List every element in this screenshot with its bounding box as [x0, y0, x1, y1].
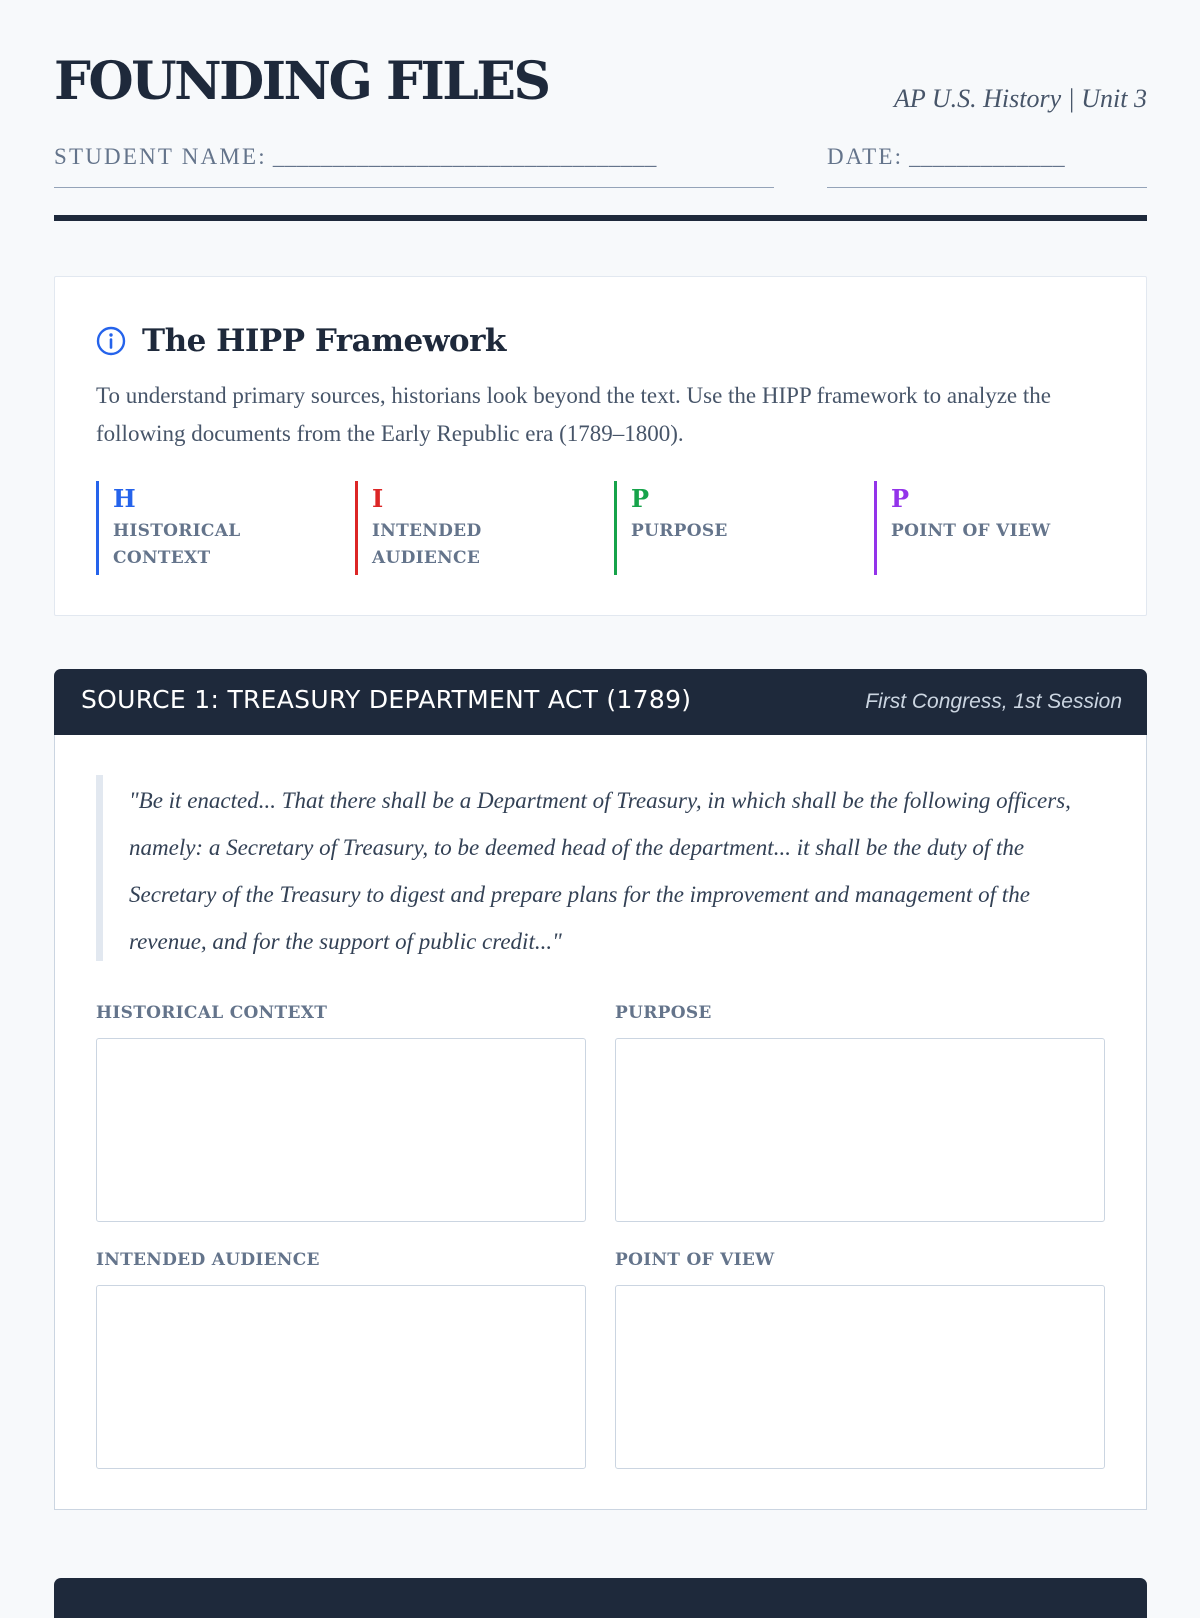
intended-audience-answer-box[interactable] — [96, 1285, 586, 1469]
source-1-meta: First Congress, 1st Session — [865, 690, 1122, 713]
framework-label: HISTORICAL CONTEXT — [113, 521, 241, 568]
framework-title: The HIPP Framework — [142, 323, 506, 359]
quote-text: "Be it enacted... That there shall be a Department of Treasury, in which shall be the following officers, namely: a Secretary of Treasury, to be deemed head of the department... it shall be the duty of the Secretary of the Treasury to digest and prepare plans for the improvement and management of the revenue, and for the support of public credit..." — [129, 788, 1071, 954]
response-point-of-view — [615, 1249, 1105, 1469]
response-label: PURPOSE — [615, 1003, 712, 1023]
framework-item-purpose — [614, 481, 861, 575]
source-1-quote — [96, 775, 1106, 961]
framework-letter: I — [372, 484, 384, 513]
framework-label: POINT OF VIEW — [891, 521, 1051, 541]
framework-intro: To understand primary sources, historians look beyond the text. Use the HIPP framework to analyze the following documents from the Early Republic era (1789–1800). — [96, 383, 1051, 446]
header-divider — [54, 215, 1147, 221]
response-label: HISTORICAL CONTEXT — [96, 1003, 328, 1023]
student-name-field[interactable] — [54, 144, 774, 188]
response-label: INTENDED AUDIENCE — [96, 1250, 320, 1270]
date-blank: _____________ — [909, 144, 1066, 169]
response-intended-audience — [96, 1249, 586, 1469]
response-label: POINT OF VIEW — [615, 1250, 775, 1270]
student-name-label: STUDENT NAME: — [54, 144, 267, 169]
framework-label: INTENDED AUDIENCE — [372, 521, 482, 568]
source-1-title: SOURCE 1: TREASURY DEPARTMENT ACT (1789) — [81, 685, 692, 714]
page-title: FOUNDING FILES — [54, 51, 549, 112]
point-of-view-answer-box[interactable] — [615, 1285, 1105, 1469]
framework-item-point-of-view — [874, 481, 1121, 575]
framework-items — [96, 481, 1136, 575]
student-info-row — [54, 144, 1147, 188]
framework-letter: H — [113, 484, 136, 513]
date-field[interactable] — [827, 144, 1147, 188]
purpose-answer-box[interactable] — [615, 1038, 1105, 1222]
source-1-body — [54, 735, 1147, 1510]
course-label: AP U.S. History | Unit 3 — [894, 84, 1147, 113]
framework-label: PURPOSE — [631, 521, 728, 541]
response-historical-context — [96, 1002, 586, 1222]
date-label: DATE: — [827, 144, 904, 169]
framework-item-intended-audience — [355, 481, 602, 575]
framework-letter: P — [891, 484, 910, 513]
source-2-header — [54, 1578, 1147, 1618]
source-1-header — [54, 669, 1147, 735]
historical-context-answer-box[interactable] — [96, 1038, 586, 1222]
info-icon — [96, 326, 126, 356]
response-purpose — [615, 1002, 1105, 1222]
hipp-framework-card — [54, 276, 1147, 616]
framework-item-historical-context — [96, 481, 343, 575]
framework-letter: P — [631, 484, 650, 513]
student-name-blank: ________________________________ — [272, 144, 657, 169]
framework-heading — [96, 321, 506, 361]
header — [54, 50, 1147, 130]
